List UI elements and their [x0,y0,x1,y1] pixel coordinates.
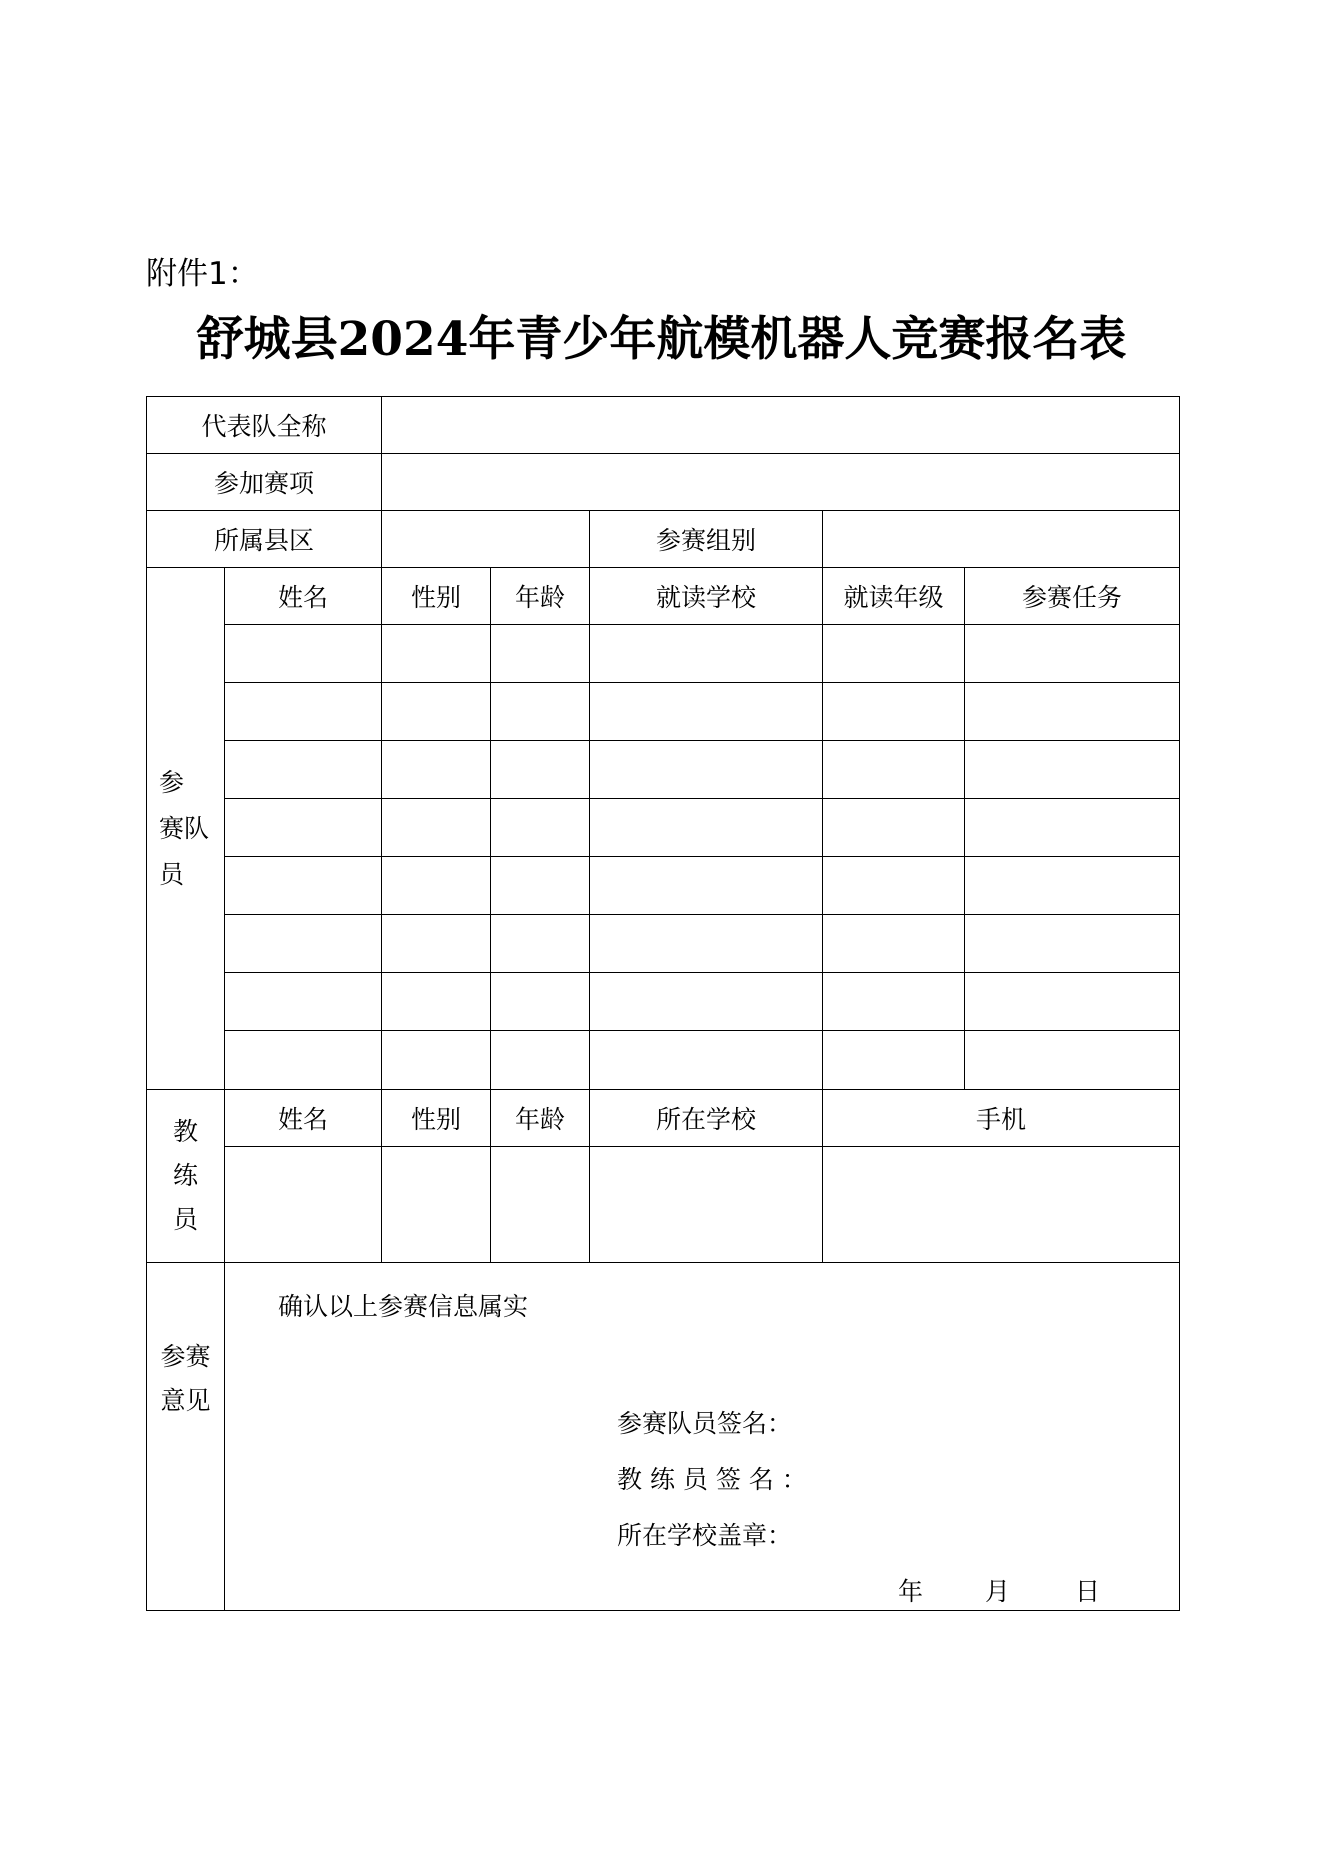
member-row [147,857,1180,915]
members-label-line3: 员 [159,859,185,889]
member-row [147,683,1180,741]
event-label: 参加赛项 [147,454,382,511]
member-name-cell[interactable] [225,857,382,915]
member-grade-cell[interactable] [823,683,965,741]
members-section-label [147,568,225,1090]
coach-school-cell[interactable] [590,1147,823,1263]
coach-phone-cell[interactable] [823,1147,1180,1263]
county-field[interactable] [382,511,590,568]
member-grade-cell[interactable] [823,799,965,857]
member-age-cell[interactable] [491,799,590,857]
member-age-cell[interactable] [491,857,590,915]
members-label-line1: 参 [159,767,185,797]
coach-row [147,1147,1180,1263]
opinion-label-line1: 参赛 [160,1342,211,1371]
member-task-cell[interactable] [965,1031,1180,1090]
member-row [147,973,1180,1031]
registration-form-table [146,396,1180,1611]
form-title: 舒城县2024年青少年航模机器人竞赛报名表 [196,312,1127,367]
member-age-cell[interactable] [491,915,590,973]
member-school-cell[interactable] [590,683,823,741]
member-school-cell[interactable] [590,915,823,973]
member-row [147,799,1180,857]
date-month-label: 月 [985,1577,1011,1606]
coach-col-gender: 性别 [382,1090,491,1147]
team-full-name-label: 代表队全称 [147,397,382,454]
confirm-statement: 确认以上参赛信息属实 [278,1292,529,1321]
member-task-cell[interactable] [965,973,1180,1031]
opinion-content-cell[interactable] [225,1263,1180,1611]
members-col-grade: 就读年级 [823,568,965,625]
member-gender-cell[interactable] [382,973,491,1031]
member-age-cell[interactable] [491,625,590,683]
member-gender-cell[interactable] [382,683,491,741]
coach-age-cell[interactable] [491,1147,590,1263]
member-name-cell[interactable] [225,799,382,857]
members-col-school: 就读学校 [590,568,823,625]
date-line [898,1572,1100,1608]
member-name-cell[interactable] [225,625,382,683]
members-col-gender: 性别 [382,568,491,625]
member-age-cell[interactable] [491,741,590,799]
member-row [147,915,1180,973]
member-grade-cell[interactable] [823,915,965,973]
member-school-cell[interactable] [590,741,823,799]
coach-gender-cell[interactable] [382,1147,491,1263]
member-signature-label: 参赛队员签名： [617,1409,793,1438]
coach-label-line2: 练 [172,1161,198,1190]
members-col-task: 参赛任务 [965,568,1180,625]
member-row [147,741,1180,799]
member-name-cell[interactable] [225,915,382,973]
member-name-cell[interactable] [225,1031,382,1090]
coach-col-name: 姓名 [225,1090,382,1147]
member-row [147,1031,1180,1090]
coach-label-line3: 员 [172,1205,198,1234]
coach-col-phone: 手机 [823,1090,1180,1147]
member-gender-cell[interactable] [382,1031,491,1090]
coach-label-line1: 教 [172,1117,198,1146]
member-name-cell[interactable] [225,683,382,741]
member-age-cell[interactable] [491,973,590,1031]
member-name-cell[interactable] [225,973,382,1031]
member-gender-cell[interactable] [382,625,491,683]
member-age-cell[interactable] [491,683,590,741]
member-gender-cell[interactable] [382,741,491,799]
member-school-cell[interactable] [590,1031,823,1090]
member-grade-cell[interactable] [823,973,965,1031]
member-grade-cell[interactable] [823,625,965,683]
member-task-cell[interactable] [965,915,1180,973]
member-task-cell[interactable] [965,799,1180,857]
member-gender-cell[interactable] [382,799,491,857]
coach-col-school: 所在学校 [590,1090,823,1147]
county-label: 所属县区 [147,511,382,568]
attachment-label: 附件1： [146,256,259,292]
member-name-cell[interactable] [225,741,382,799]
member-task-cell[interactable] [965,741,1180,799]
member-task-cell[interactable] [965,625,1180,683]
event-field[interactable] [382,454,1180,511]
date-year-label: 年 [898,1577,924,1606]
coach-name-cell[interactable] [225,1147,382,1263]
coach-col-age: 年龄 [491,1090,590,1147]
member-school-cell[interactable] [590,857,823,915]
member-age-cell[interactable] [491,1031,590,1090]
date-day-label: 日 [1075,1577,1101,1606]
school-seal-label: 所在学校盖章： [617,1521,793,1550]
members-col-name: 姓名 [225,568,382,625]
group-label: 参赛组别 [590,511,823,568]
member-gender-cell[interactable] [382,915,491,973]
member-grade-cell[interactable] [823,857,965,915]
member-school-cell[interactable] [590,625,823,683]
member-school-cell[interactable] [590,799,823,857]
opinion-label-line2: 意见 [160,1386,211,1415]
member-task-cell[interactable] [965,683,1180,741]
members-label-line2: 赛队 [159,813,210,843]
members-col-age: 年龄 [491,568,590,625]
team-full-name-field[interactable] [382,397,1180,454]
member-school-cell[interactable] [590,973,823,1031]
coach-section-label [147,1090,225,1263]
member-grade-cell[interactable] [823,1031,965,1090]
opinion-section-label [147,1263,225,1611]
member-grade-cell[interactable] [823,741,965,799]
member-row [147,625,1180,683]
group-field[interactable] [823,511,1180,568]
coach-signature-label: 教 练 员 签 名 ： [617,1465,807,1494]
member-task-cell[interactable] [965,857,1180,915]
member-gender-cell[interactable] [382,857,491,915]
